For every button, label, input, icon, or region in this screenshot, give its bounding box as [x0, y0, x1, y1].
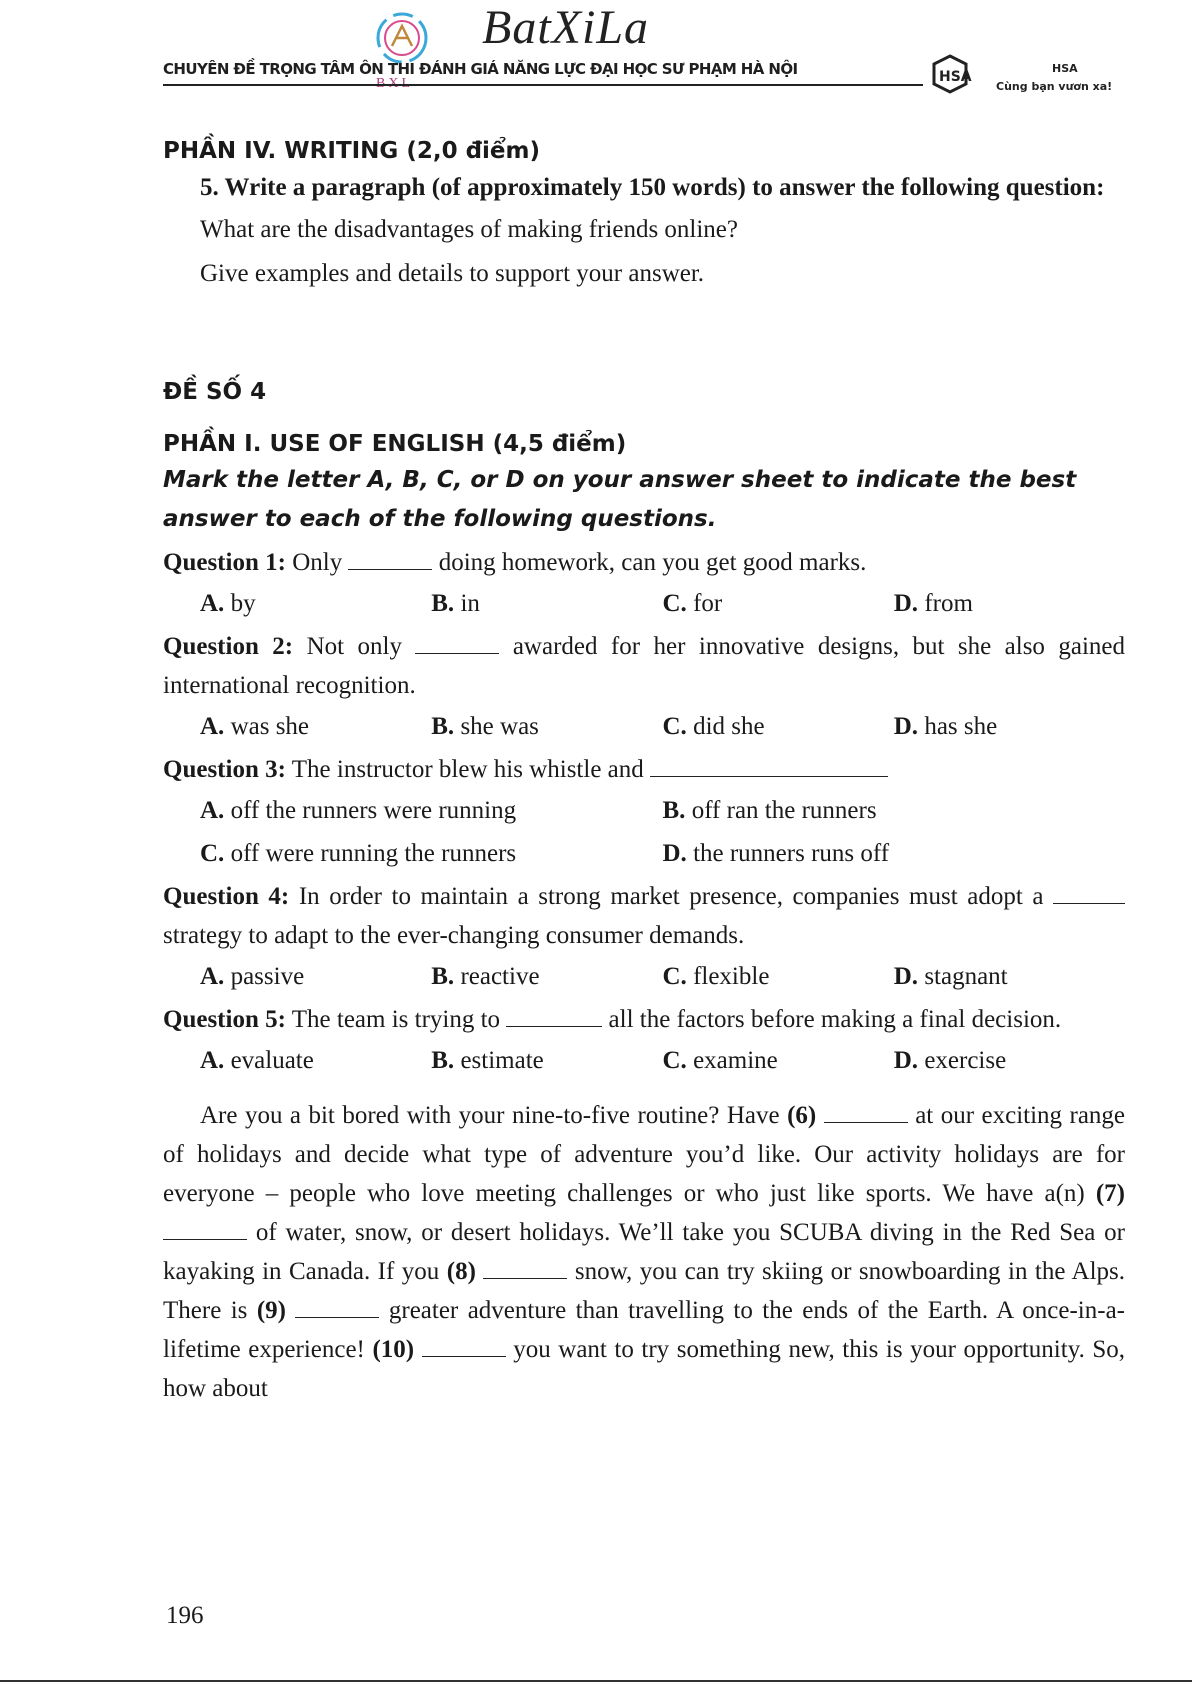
question-stem: In order to maintain a strong market presence, companies must adopt a [298, 883, 1044, 910]
option-a: A. passive [200, 963, 305, 990]
page-content [163, 130, 1125, 1408]
question-stem: strategy to adapt to the ever-changing consumer demands. [163, 922, 745, 949]
gap-number: (8) [446, 1258, 476, 1285]
options-row [163, 789, 1125, 832]
option-a: A. by [200, 590, 256, 617]
instructions: Mark the letter A, B, C, or D on your answer sheet to indicate the best answer to each of the following questions. [163, 467, 1077, 532]
gap-number: (7) [1095, 1180, 1126, 1207]
question-label: Question 3: [163, 756, 286, 783]
answer-blank [163, 1217, 247, 1240]
question-5 [163, 1000, 1125, 1039]
option-d: D. stagnant [893, 963, 1008, 990]
option-d: D. from [893, 590, 973, 617]
writing-question: What are the disadvantages of making friends online? [200, 216, 739, 243]
question-4 [163, 877, 1125, 955]
page-header [0, 0, 1192, 100]
question-1 [163, 543, 1125, 582]
answer-blank [348, 547, 432, 570]
question-label: Question 2: [163, 633, 294, 660]
options-row [163, 582, 1125, 625]
option-d: D. has she [893, 713, 998, 740]
option-d: D. exercise [893, 1047, 1007, 1074]
gap-number: (9) [256, 1297, 286, 1324]
options-row [163, 832, 1125, 875]
question-2 [163, 627, 1125, 705]
answer-blank [824, 1100, 908, 1123]
question-stem: Not only [306, 633, 402, 660]
cloze-passage: Are you a bit bored with your nine-to-five routine? Have (6) at our exciting range of holidays and decide what type of adventure you’d like. Our activity holidays are for everyone – people who love meeting challenges or who just like sports. We have a(n) (7) of water, snow, or desert holidays. We’ll take you SCUBA diving in the Red Sea or kayaking in Canada. If you (8) snow, you can try skiing or snowboarding in the Alps. There is (9) greater adventure than travelling to the ends of the Earth. A once-in-a-lifetime experience! (10) you want to try something new, this is your opportunity. So, how about [163, 1102, 1126, 1402]
page-number: 196 [166, 1602, 204, 1629]
brand-wordmark: BatXiLa [482, 1, 650, 54]
question-stem: doing homework, can you get good marks. [438, 549, 867, 576]
option-b: B. estimate [431, 1047, 544, 1074]
answer-blank [422, 1334, 506, 1357]
options-row [163, 705, 1125, 748]
answer-blank [1053, 881, 1125, 904]
question-label: Question 4: [163, 883, 290, 910]
part-heading: PHẦN I. USE OF ENGLISH (4,5 điểm) [163, 431, 627, 457]
option-c: C. off were running the runners [200, 840, 517, 867]
question-label: Question 1: [163, 549, 286, 576]
answer-blank [506, 1004, 602, 1027]
header-divider [163, 84, 923, 86]
answer-blank [415, 631, 499, 654]
test-title: ĐỀ SỐ 4 [163, 379, 267, 405]
writing-heading: PHẦN IV. WRITING (2,0 điểm) [163, 138, 541, 164]
option-d: D. the runners runs off [662, 840, 890, 867]
question-stem: Only [292, 549, 343, 576]
option-c: C. examine [662, 1047, 778, 1074]
options-row [163, 955, 1125, 998]
hsa-label: HSA [1052, 62, 1078, 75]
page-bottom-edge [0, 1680, 1192, 1682]
question-stem: The team is trying to [291, 1006, 501, 1033]
gap-number: (6) [787, 1102, 817, 1129]
option-c: C. flexible [662, 963, 770, 990]
question-3 [163, 750, 1125, 789]
options-row [163, 1039, 1125, 1082]
option-b: B. she was [431, 713, 539, 740]
answer-blank [650, 754, 888, 777]
question-stem: all the factors before making a final decision. [608, 1006, 1062, 1033]
hsa-slogan: Cùng bạn vươn xa! [996, 80, 1113, 93]
option-c: C. for [662, 590, 723, 617]
option-a: A. evaluate [200, 1047, 314, 1074]
option-a: A. off the runners were running [200, 797, 517, 824]
hsa-logo-icon [930, 54, 986, 96]
svg-text:HSA: HSA [939, 69, 972, 85]
option-a: A. was she [200, 713, 310, 740]
gap-number: (10) [372, 1336, 415, 1363]
question-stem: The instructor blew his whistle and [291, 756, 644, 783]
option-b: B. off ran the runners [662, 797, 877, 824]
option-b: B. in [431, 590, 480, 617]
option-b: B. reactive [431, 963, 540, 990]
question-label: Question 5: [163, 1006, 286, 1033]
book-title: CHUYÊN ĐỀ TRỌNG TÂM ÔN THI ĐÁNH GIÁ NĂNG LỰC ĐẠI HỌC SƯ PHẠM HÀ NỘI [163, 60, 798, 78]
writing-support: Give examples and details to support your answer. [200, 260, 705, 287]
question-stem: awarded for her innovative designs, but she also gained international recognition. [163, 633, 1126, 699]
writing-task: 5. Write a paragraph (of approximately 150 words) to answer the following question: [200, 174, 1105, 201]
answer-blank [295, 1295, 379, 1318]
answer-blank [483, 1256, 567, 1279]
option-c: C. did she [662, 713, 765, 740]
